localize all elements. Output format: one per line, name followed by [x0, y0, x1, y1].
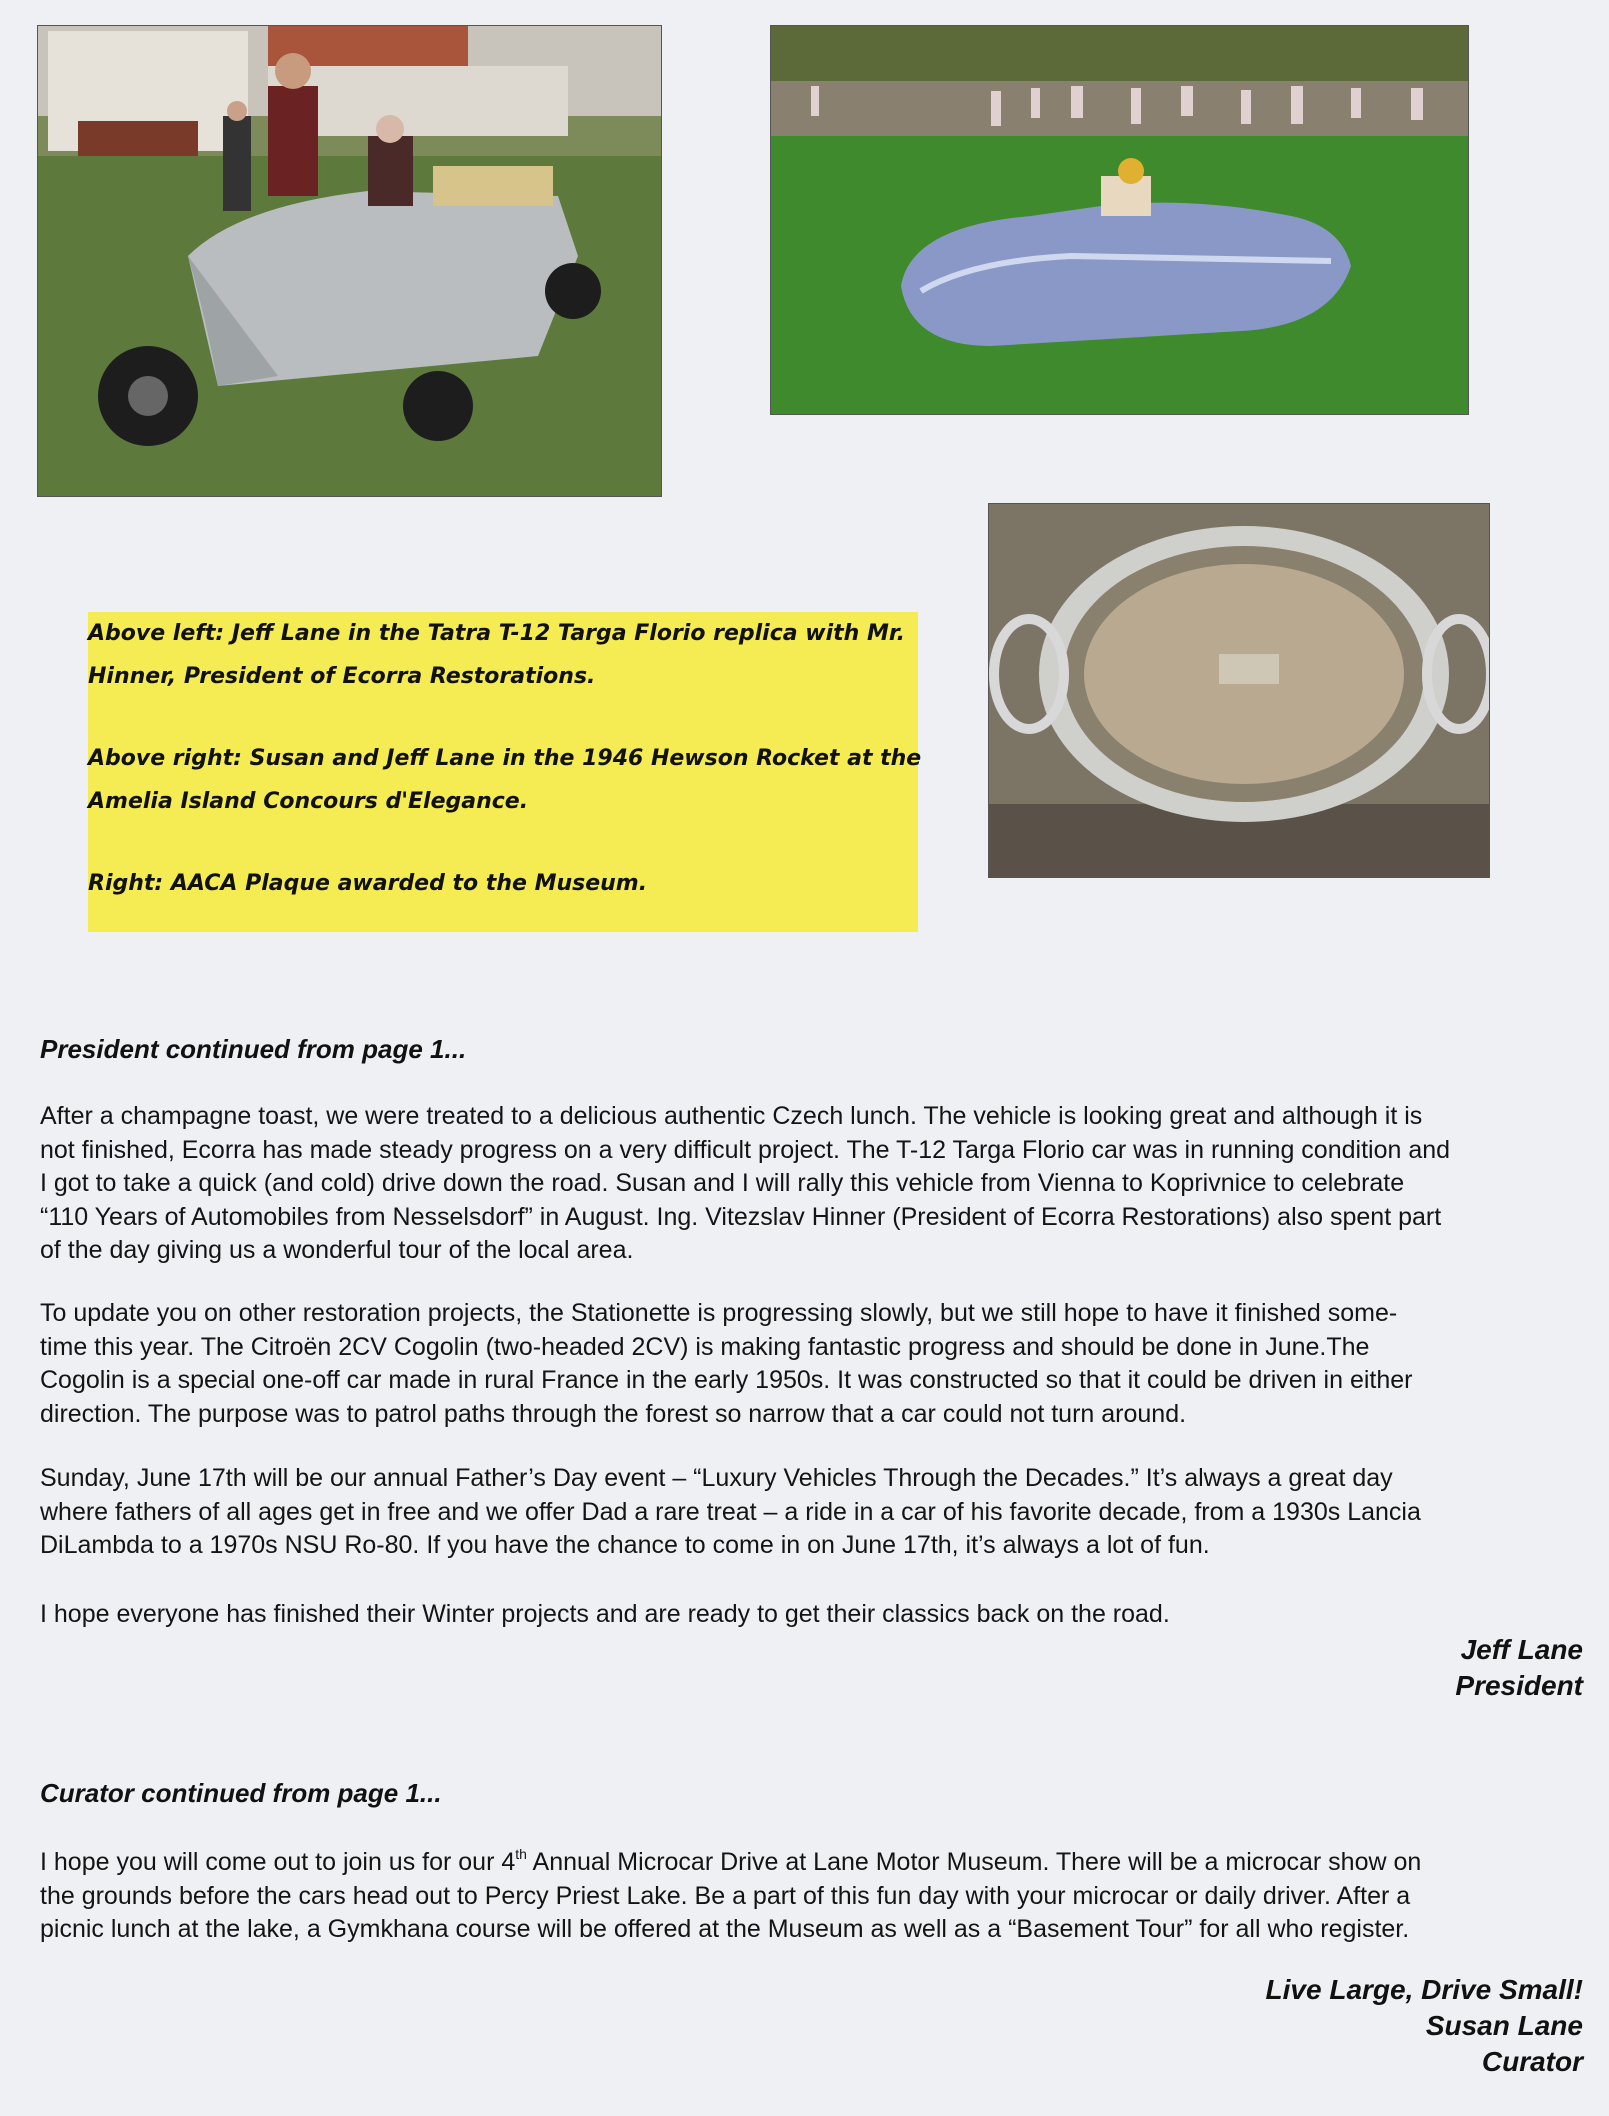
president-paragraph-2 — [40, 1297, 1585, 1431]
photo-caption-box — [88, 612, 922, 932]
text-line — [40, 1846, 1585, 1880]
curator-heading: Curator continued from page 1... — [40, 1778, 442, 1808]
caption-left-line2: Hinner, President of Ecorra Restorations. — [88, 664, 596, 689]
aaca-plaque-photo — [988, 503, 1490, 878]
text-line: Cogolin is a special one-off car made in rural France in the early 1950s. It was constructed so that it could be driven in either — [40, 1366, 1413, 1394]
ordinal-suffix: th — [515, 1845, 527, 1862]
hewson-rocket-photo — [770, 25, 1469, 415]
curator-paragraph — [40, 1846, 1585, 1947]
president-paragraph-4 — [40, 1598, 1585, 1632]
tatra-photo-graphic — [38, 26, 661, 496]
curator-signature-title: Curator — [1481, 2046, 1583, 2077]
text-line: After a champagne toast, we were treated to a delicious authentic Czech lunch. The vehicle is looking great and although it is — [40, 1102, 1423, 1130]
tatra-replica-photo — [37, 25, 662, 497]
caption-plaque-line: Right: AACA Plaque awarded to the Museum. — [88, 871, 648, 896]
text-line: picnic lunch at the lake, a Gymkhana course will be offered at the Museum as well as a “Basement Tour” for all who register. — [40, 1915, 1410, 1943]
text-line: the grounds before the cars head out to Percy Priest Lake. Be a part of this fun day with your microcar or daily driver. After a — [40, 1881, 1411, 1910]
text-line: of the day giving us a wonderful tour of the local area. — [40, 1236, 634, 1264]
text-line: time this year. The Citroën 2CV Cogolin (two-headed 2CV) is making fantastic progress and should be done in June.The — [40, 1332, 1370, 1361]
text-line: direction. The purpose was to patrol paths through the forest so narrow that a car could not turn around. — [40, 1399, 1187, 1428]
president-signature — [1455, 1632, 1583, 1704]
text-line: “110 Years of Automobiles from Nesselsdorf” in August. Ing. Vitezslav Hinner (President of Ecorra Restorations) also spent part — [40, 1202, 1442, 1231]
president-heading: President continued from page 1... — [40, 1034, 467, 1064]
curator-slogan: Live Large, Drive Small! — [1265, 1974, 1583, 2005]
text-line: To update you on other restoration projects, the Stationette is progressing slowly, but we still hope to have it finished some- — [40, 1299, 1398, 1327]
text-line: where fathers of all ages get in free and we offer Dad a rare treat – a ride in a car of his favorite decade, from a 1930s Lancia — [40, 1497, 1421, 1526]
text-line: not finished, Ecorra has made steady progress on a very difficult project. The T-12 Targa Florio car was in running condition and — [40, 1135, 1451, 1164]
text-line: DiLambda to a 1970s NSU Ro-80. If you have the chance to come in on June 17th, it’s always a lot of fun. — [40, 1531, 1210, 1559]
caption-right-line2: Amelia Island Concours d'Elegance. — [88, 789, 529, 814]
text-line: I hope everyone has finished their Winter projects and are ready to get their classics back on the road. — [40, 1600, 1170, 1628]
curator-line1-after: Annual Microcar Drive at Lane Motor Museum. There will be a microcar show on — [526, 1848, 1422, 1876]
hewson-photo-graphic — [771, 26, 1468, 414]
president-signature-name: Jeff Lane — [1460, 1634, 1583, 1665]
text-line: Sunday, June 17th will be our annual Father’s Day event – “Luxury Vehicles Through the Decades.” It’s always a great day — [40, 1464, 1393, 1492]
caption-right-line1: Above right: Susan and Jeff Lane in the 1946 Hewson Rocket at the — [88, 746, 922, 771]
president-paragraph-3 — [40, 1462, 1585, 1563]
president-signature-title: President — [1455, 1670, 1583, 1701]
curator-signature — [1266, 1972, 1583, 2080]
curator-line1-before: I hope you will come out to join us for our 4 — [40, 1848, 516, 1876]
curator-signature-name: Susan Lane — [1425, 2010, 1583, 2041]
president-paragraph-1 — [40, 1100, 1585, 1268]
caption-left-line1: Above left: Jeff Lane in the Tatra T-12 Targa Florio replica with Mr. — [88, 621, 905, 646]
text-line: I got to take a quick (and cold) drive down the road. Susan and I will rally this vehicle from Vienna to Koprivnice to celebrate — [40, 1169, 1405, 1197]
plaque-photo-graphic — [989, 504, 1489, 877]
